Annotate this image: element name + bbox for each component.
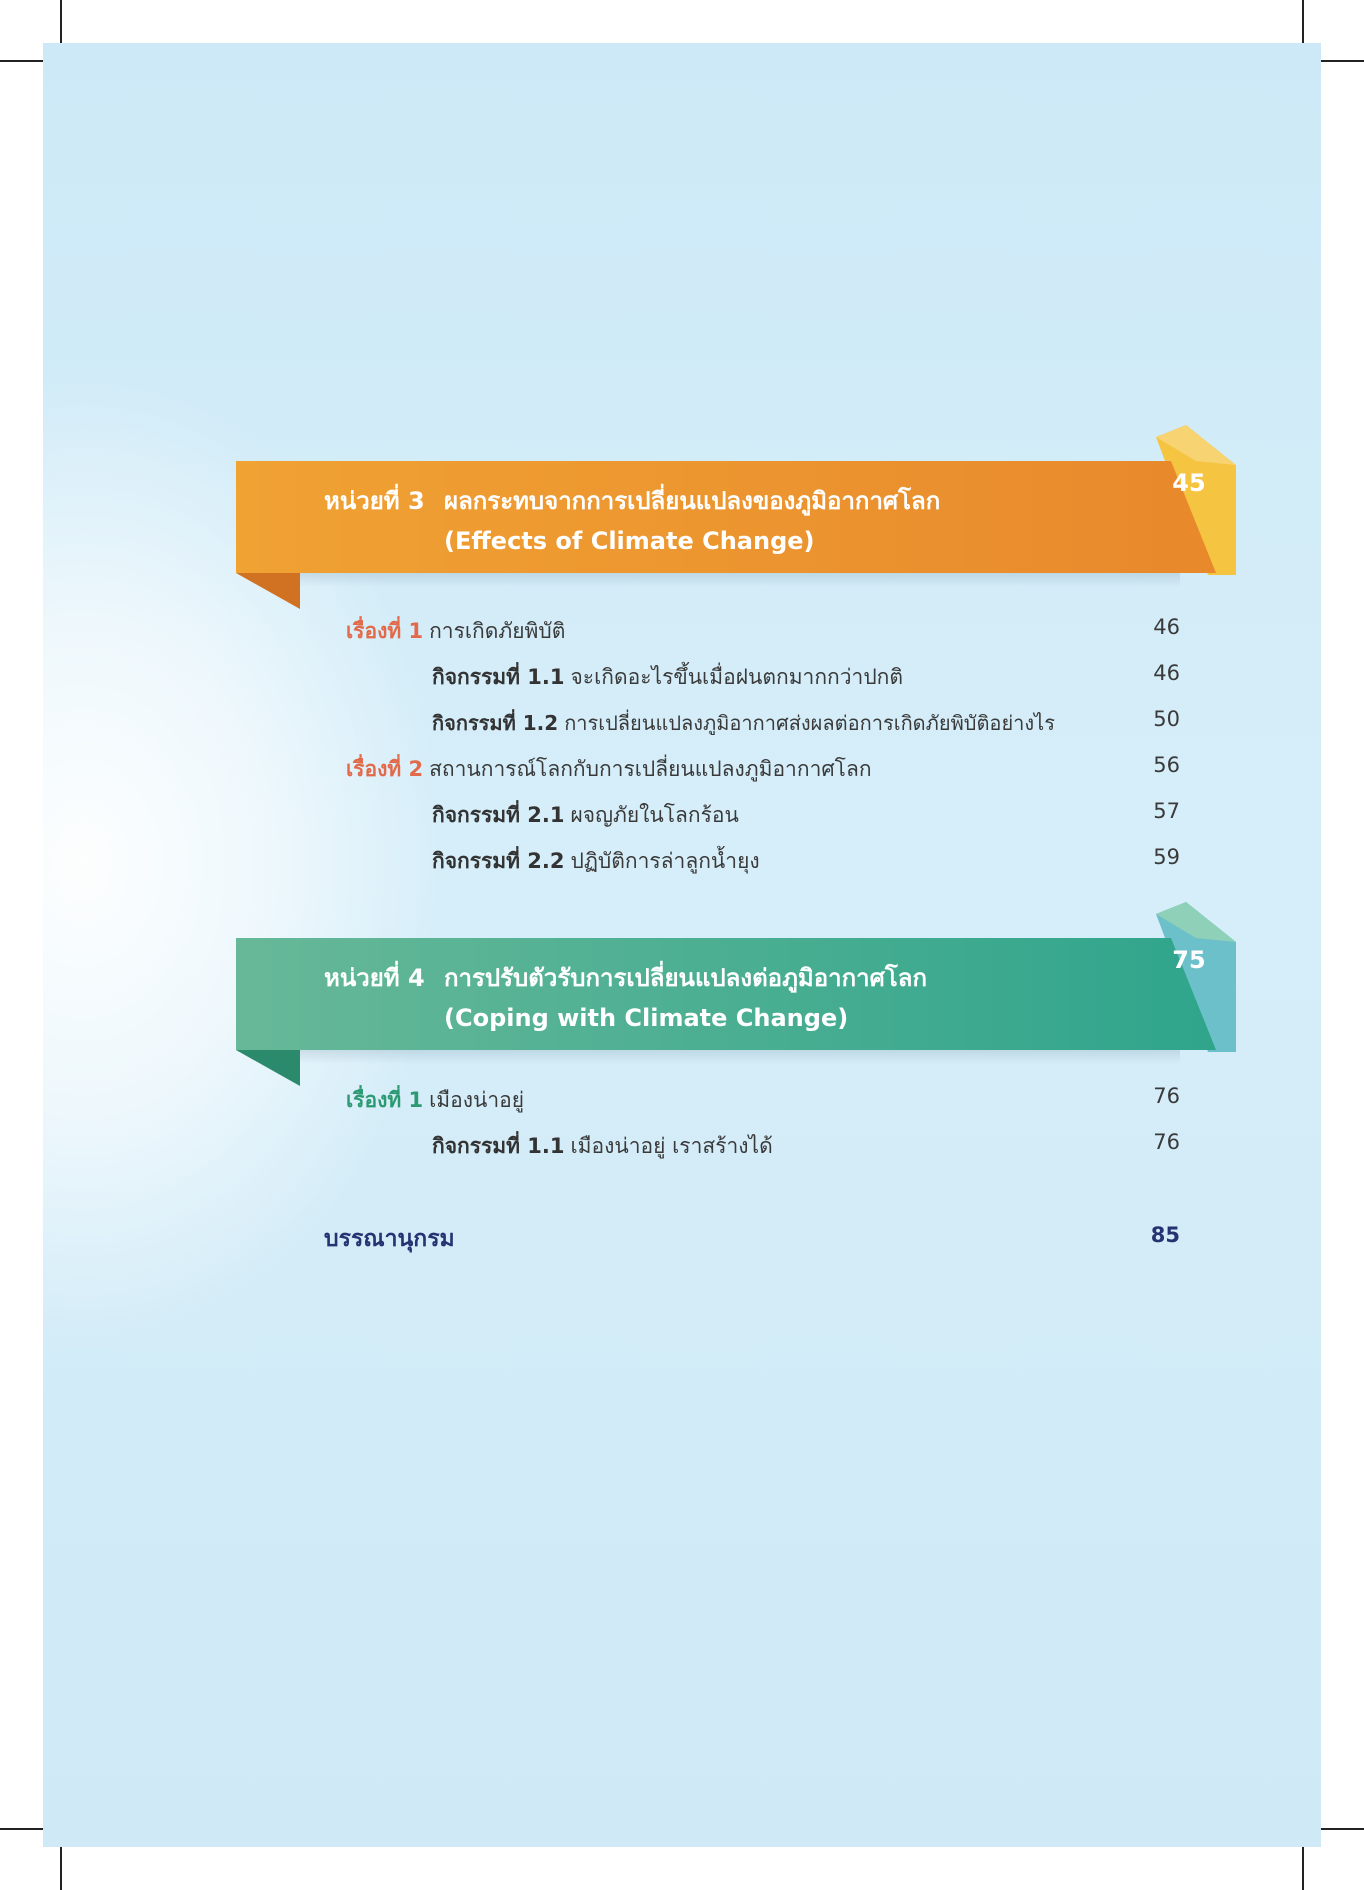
unit-label: หน่วยที่ 3	[324, 487, 425, 515]
unit-page-number: 45	[1172, 469, 1206, 497]
banner-shadow	[300, 573, 1180, 587]
toc-page: 45 หน่วยที่ 3 ผลกระทบจากการเปลี่ยนแปลงของภูมิอากาศโลก (Effects of Climate Change) เรื่องที่ 1 การเกิดภัยพิบัติ 46 กิจกรรมที่ 1.1 จะเกิดอะไรขึ้นเมื่อฝนตกมากกว่าปกติ 46 กิจกรรมที่ 1.2 การเปลี่ยนแปลงภูมิอากาศส่งผลต่อการเกิดภัยพิบัติอย่างไร 50 เรื่องที่ 2 สถานการณ์โลกกับการเปลี่ยนแปลงภูมิอากาศโลก 56 กิจกรรมที่ 2.1 ผจญภัยในโลกร้อน 57 กิจกรรมที่ 2.2 ปฏิบัติการล่าลูกน้ำยุง 59 75 หน่วยที่ 4 การปรับตัวรับการเปลี่ยนแปลงต่อภูมิอากาศโลก (Coping with Climate Change) เรื่องที่ 1 เมืองน่าอยู่ 76 กิจกรรมที่ 1.1 เมืองน่าอยู่ เราสร้างได้ 76 บรรณานุกรม 85	[43, 43, 1321, 1847]
toc-entry	[346, 615, 565, 648]
unit-label: หน่วยที่ 4	[324, 964, 425, 992]
crop-mark	[1302, 0, 1304, 48]
crop-mark	[60, 0, 62, 48]
toc-entry	[432, 799, 739, 832]
entry-text: เมืองน่าอยู่	[429, 1088, 525, 1112]
banner-fold	[236, 573, 300, 609]
toc-entry	[346, 1084, 524, 1117]
crop-mark	[60, 1842, 62, 1890]
unit-4-banner	[236, 938, 1216, 1050]
toc-entry	[432, 1130, 773, 1163]
unit-title	[324, 481, 940, 520]
crop-mark	[1316, 1828, 1364, 1830]
toc-entry	[346, 753, 872, 786]
entry-text: การเปลี่ยนแปลงภูมิอากาศส่งผลต่อการเกิดภัยพิบัติอย่างไร	[564, 711, 1055, 735]
toc-entry	[432, 845, 760, 878]
entry-label: เรื่องที่ 1	[346, 1088, 424, 1112]
entry-text: เมืองน่าอยู่ เราสร้างได้	[570, 1134, 773, 1158]
entry-label: กิจกรรมที่ 1.1	[432, 1134, 565, 1158]
index-page: 85	[1150, 1223, 1180, 1247]
unit-page-number: 75	[1172, 946, 1206, 974]
crop-mark	[0, 60, 48, 62]
unit-3-banner	[236, 461, 1216, 573]
entry-label: กิจกรรมที่ 2.2	[432, 849, 565, 873]
unit-title-text: ผลกระทบจากการเปลี่ยนแปลงของภูมิอากาศโลก	[444, 487, 941, 515]
banner-fold	[236, 1050, 300, 1086]
crop-mark	[1316, 60, 1364, 62]
entry-text: จะเกิดอะไรขึ้นเมื่อฝนตกมากกว่าปกติ	[570, 665, 904, 689]
unit-title-text: การปรับตัวรับการเปลี่ยนแปลงต่อภูมิอากาศโลก	[444, 964, 927, 992]
unit-subtitle: (Coping with Climate Change)	[444, 1004, 849, 1032]
toc-entry	[432, 661, 903, 694]
toc-entry	[432, 707, 1055, 739]
unit-subtitle: (Effects of Climate Change)	[444, 527, 815, 555]
unit-title	[324, 958, 927, 997]
entry-label: เรื่องที่ 1	[346, 619, 424, 643]
crop-mark	[1302, 1842, 1304, 1890]
crop-mark	[0, 1828, 48, 1830]
banner-shadow	[300, 1050, 1180, 1064]
entry-text: ปฏิบัติการล่าลูกน้ำยุง	[570, 849, 760, 873]
entry-text: สถานการณ์โลกกับการเปลี่ยนแปลงภูมิอากาศโลก	[429, 757, 872, 781]
entry-text: ผจญภัยในโลกร้อน	[570, 803, 739, 827]
entry-label: กิจกรรมที่ 1.2	[432, 711, 559, 735]
entry-text: การเกิดภัยพิบัติ	[429, 619, 566, 643]
entry-label: กิจกรรมที่ 1.1	[432, 665, 565, 689]
entry-label: กิจกรรมที่ 2.1	[432, 803, 565, 827]
entry-label: เรื่องที่ 2	[346, 757, 424, 781]
index-label: บรรณานุกรม	[324, 1226, 455, 1252]
